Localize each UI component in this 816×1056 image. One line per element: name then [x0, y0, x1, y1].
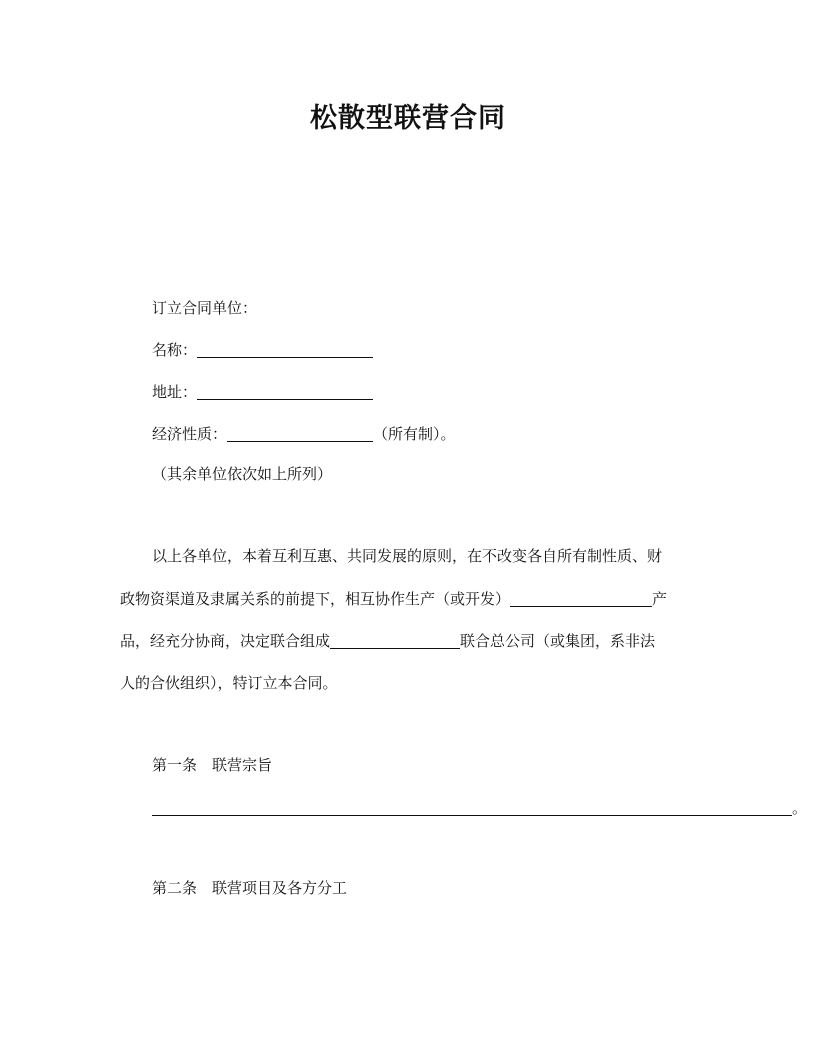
party-address-label: 地址：: [152, 383, 198, 401]
party-nature-suffix: （所有制）。: [373, 425, 456, 443]
preamble-line-4: 人的合伙组织），特订立本合同。: [120, 674, 338, 692]
document-title: 松散型联营合同: [310, 103, 506, 134]
party-nature-label: 经济性质：: [152, 425, 228, 443]
party-name-row: [152, 340, 373, 360]
article-1-heading: 第一条 联营宗旨: [152, 756, 273, 774]
party-nature-blank[interactable]: [227, 425, 373, 442]
parties-note: （其余单位依次如上所列）: [152, 465, 333, 483]
party-nature-row: [152, 424, 456, 444]
preamble-line-2: [120, 589, 667, 609]
article-1-blank[interactable]: [152, 799, 792, 816]
party-name-label: 名称：: [152, 341, 198, 359]
preamble-line-1: 以上各单位，本着互利互惠、共同发展的原则，在不改变各自所有制性质、财: [152, 547, 663, 565]
parties-heading: 订立合同单位：: [152, 299, 258, 317]
preamble-line-3-text: 品，经充分协商，决定联合组成: [120, 632, 331, 650]
preamble-line-3-end: 联合总公司（或集团，系非法: [460, 632, 656, 650]
preamble-line-3: [120, 631, 655, 651]
article-2-heading: 第二条 联营项目及各方分工: [152, 879, 348, 897]
preamble-line-2-end: 产: [652, 590, 668, 608]
party-address-blank[interactable]: [197, 383, 373, 400]
product-blank[interactable]: [510, 590, 652, 607]
preamble-line-2-text: 政物资渠道及隶属关系的前提下，相互协作生产（或开发）: [120, 590, 511, 608]
party-address-row: [152, 382, 373, 402]
party-name-blank[interactable]: [197, 341, 373, 358]
article-1-end-mark: 。: [792, 799, 808, 817]
company-name-blank[interactable]: [330, 632, 460, 649]
article-1-content-row: [152, 798, 807, 818]
